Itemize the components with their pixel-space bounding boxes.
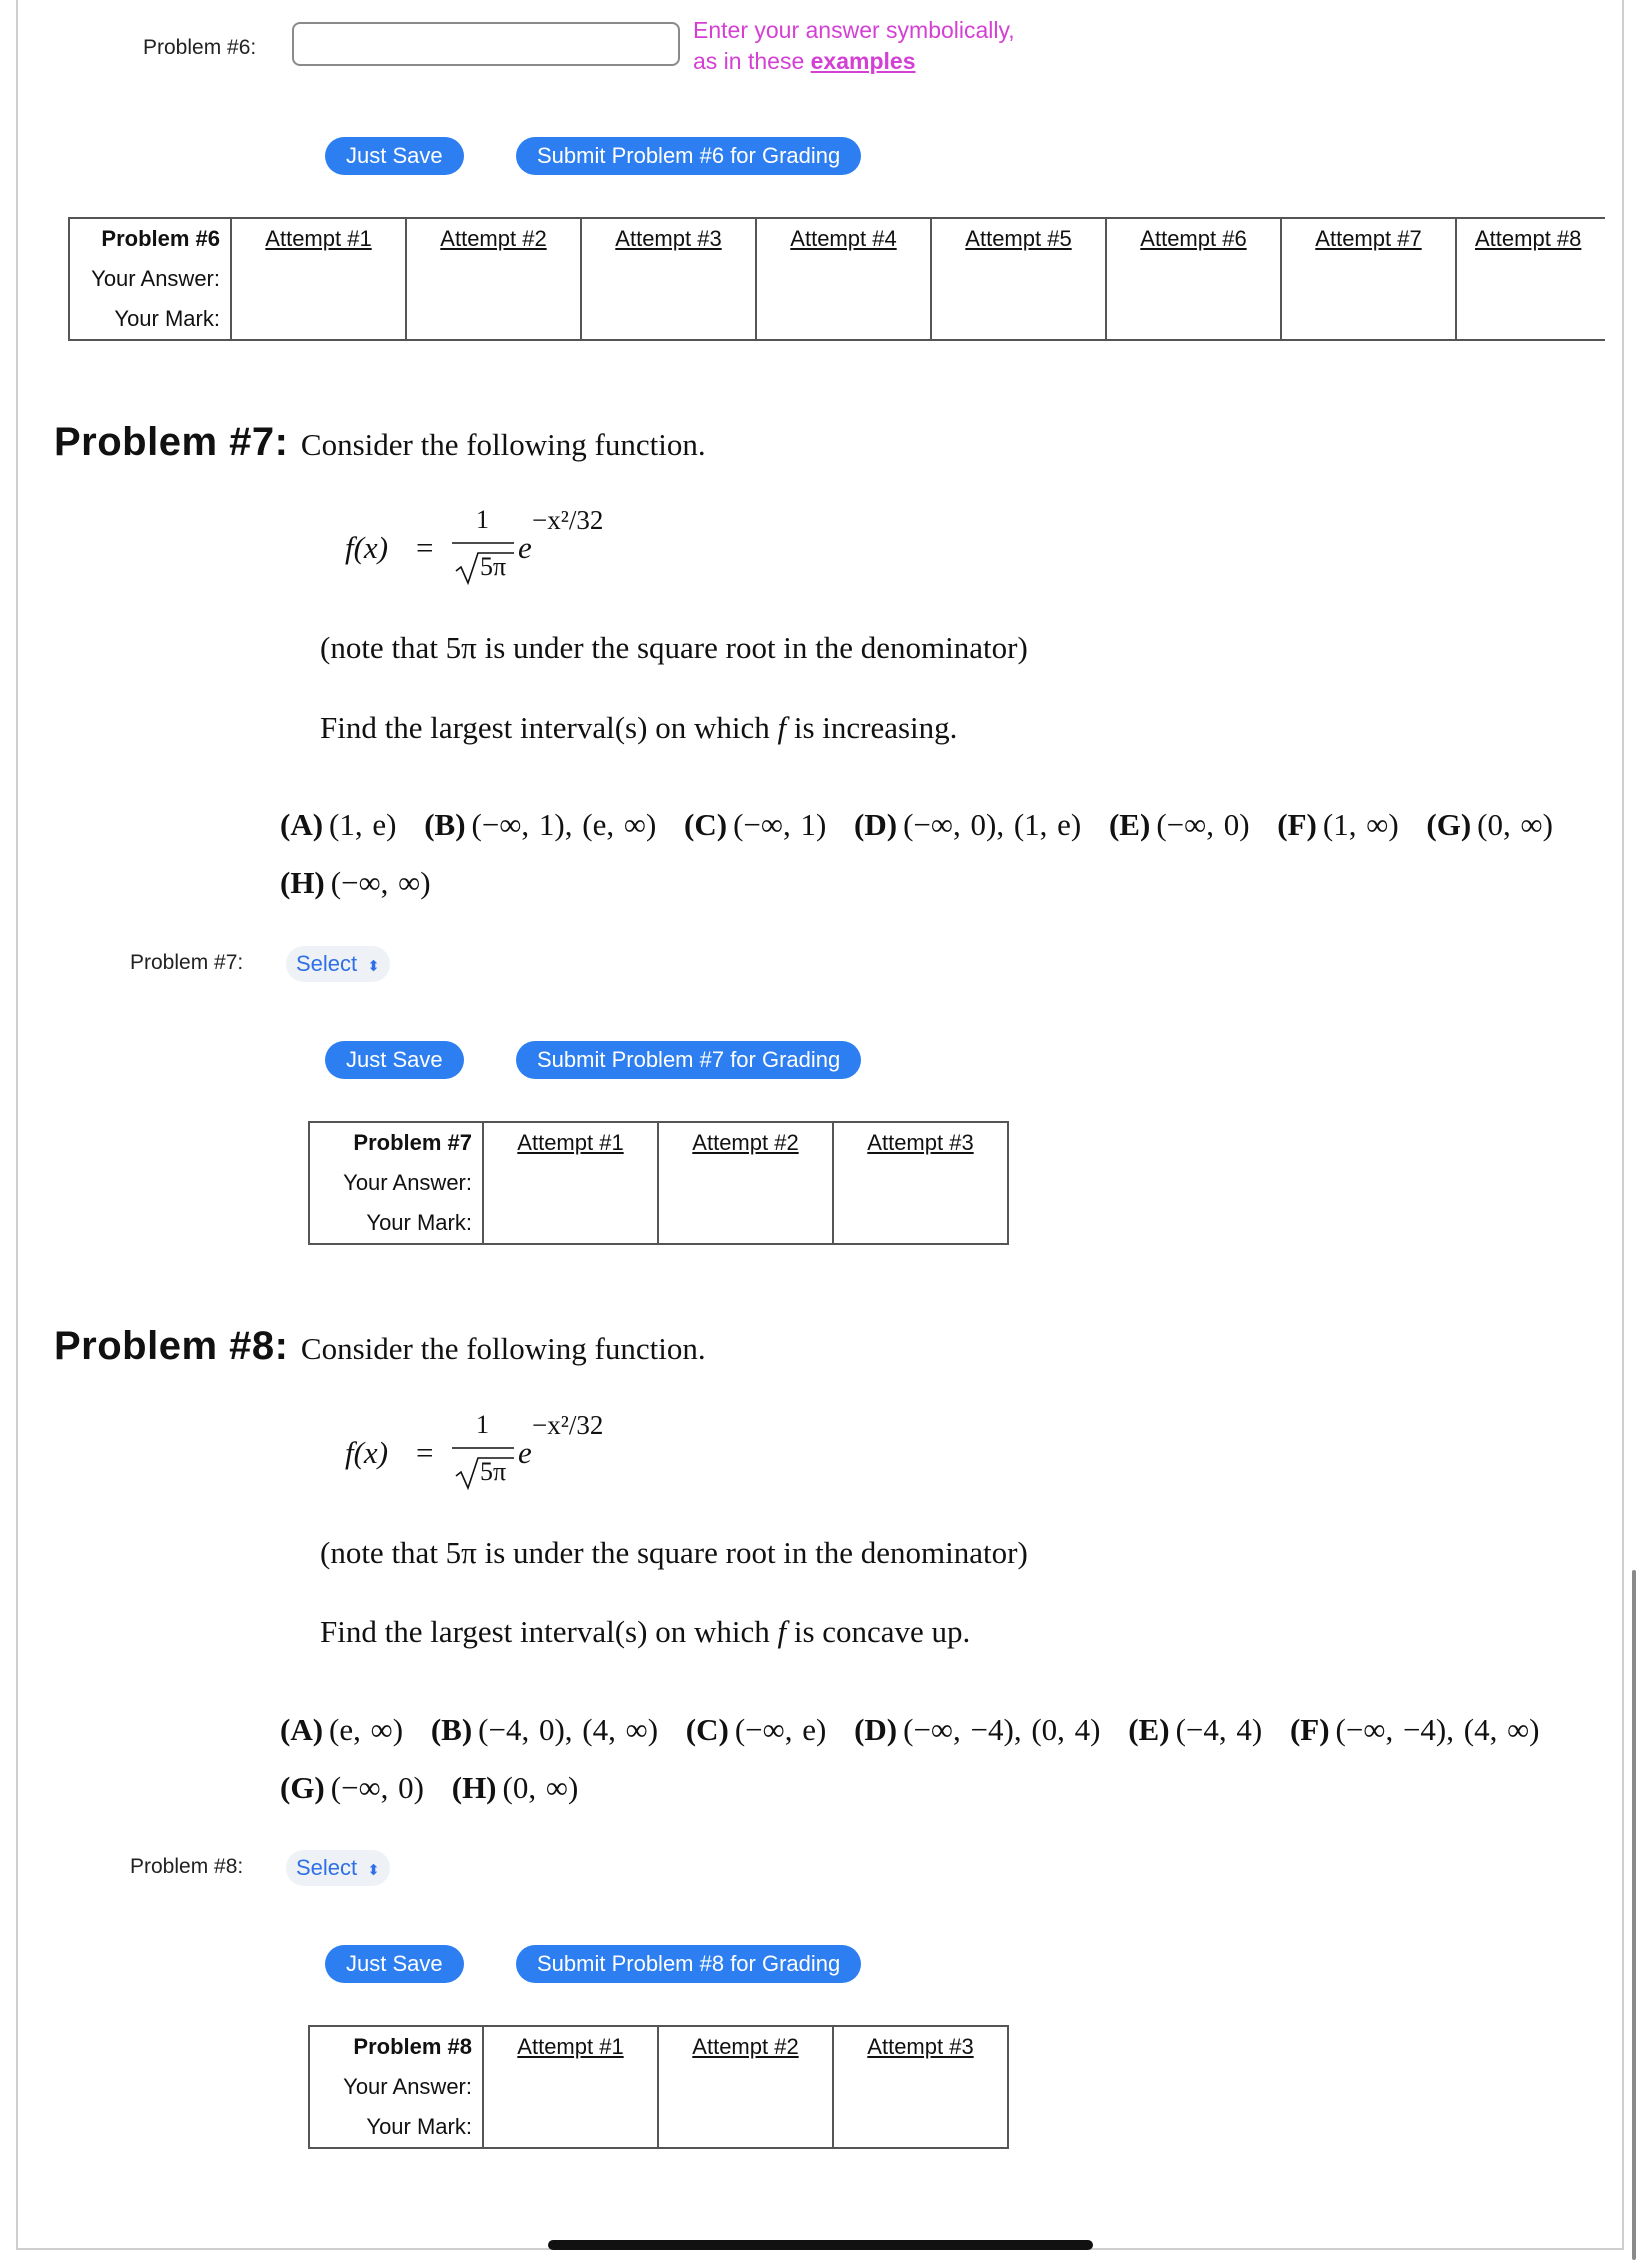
problem-7-label: Problem #7:: [130, 951, 244, 974]
attempt-link[interactable]: Attempt #8: [1456, 218, 1605, 259]
attempts-table-8: [308, 2025, 1009, 2149]
page-frame-left: [16, 0, 18, 2250]
problem-6-label: Problem #6:: [143, 36, 257, 59]
submit-button-6[interactable]: Submit Problem #6 for Grading: [516, 137, 861, 175]
home-indicator[interactable]: [548, 2240, 1093, 2250]
attempt-link[interactable]: Attempt #5: [931, 218, 1106, 259]
exp-base: e: [518, 530, 532, 565]
chevron-updown-icon: ⬍: [367, 1862, 380, 1879]
problem-question: [320, 1614, 970, 1650]
question-text: Find the largest interval(s) on which: [320, 1614, 770, 1649]
hint-text: as in these: [693, 48, 805, 74]
chevron-updown-icon: ⬍: [367, 958, 380, 975]
choice-d: (D) (−∞, 0), (1, e): [854, 807, 1082, 842]
your-answer-label: Your Answer:: [309, 2067, 483, 2107]
attempt-link[interactable]: Attempt #3: [833, 2026, 1008, 2067]
choice-h: (H) (−∞, ∞): [280, 865, 431, 900]
choice-b: (B) (−4, 0), (4, ∞): [430, 1712, 659, 1747]
just-save-button-7[interactable]: Just Save: [325, 1041, 464, 1079]
hint-line-2: [693, 46, 1015, 77]
your-answer-label: Your Answer:: [69, 259, 231, 299]
attempt-link[interactable]: Attempt #4: [756, 218, 931, 259]
function-lhs: f(x): [345, 530, 389, 565]
scrollbar[interactable]: [1632, 1570, 1636, 2260]
just-save-button-8[interactable]: Just Save: [325, 1945, 464, 1983]
attempt-link[interactable]: Attempt #2: [658, 2026, 833, 2067]
attempt-link[interactable]: Attempt #6: [1106, 218, 1281, 259]
attempts-table-7: [308, 1121, 1009, 1245]
choice-c: (C) (−∞, 1): [684, 807, 827, 842]
problem-7-select[interactable]: [286, 946, 390, 982]
choice-e: (E) (−4, 4): [1128, 1712, 1263, 1747]
choice-c: (C) (−∞, e): [685, 1712, 827, 1747]
problem-note: (note that 5π is under the square root in the denominator): [320, 1535, 1028, 1570]
choice-d: (D) (−∞, −4), (0, 4): [854, 1712, 1101, 1747]
question-text-end: is concave up.: [793, 1614, 971, 1649]
page-frame-right: [1622, 0, 1624, 2250]
select-value: Select: [296, 951, 358, 976]
attempt-link[interactable]: Attempt #2: [406, 218, 581, 259]
choices-line-2: [280, 865, 431, 901]
attempts-table-6: [68, 217, 1605, 341]
problem-8-select[interactable]: [286, 1850, 390, 1886]
choice-g: (G) (0, ∞): [1426, 807, 1553, 842]
choices-line-1: [280, 807, 1553, 843]
attempt-link[interactable]: Attempt #3: [833, 1122, 1008, 1163]
your-mark-label: Your Mark:: [309, 1203, 483, 1244]
exponent: −x²/32: [532, 1410, 604, 1440]
examples-link[interactable]: examples: [810, 48, 916, 74]
select-value: Select: [296, 1855, 358, 1880]
your-answer-label: Your Answer:: [309, 1163, 483, 1203]
table-header: Problem #6: [69, 218, 231, 259]
your-mark-label: Your Mark:: [69, 299, 231, 340]
numerator: 1: [476, 1410, 489, 1439]
exp-base: e: [518, 1435, 532, 1470]
function-formula: [340, 1410, 670, 1500]
question-text: Find the largest interval(s) on which: [320, 710, 770, 745]
attempt-link[interactable]: Attempt #1: [231, 218, 406, 259]
attempt-link[interactable]: Attempt #7: [1281, 218, 1456, 259]
problem-title: Problem #7:: [54, 420, 289, 464]
denominator: 5π: [480, 1457, 507, 1486]
choice-a: (A) (1, e): [280, 807, 397, 842]
problem-intro: Consider the following function.: [300, 1331, 706, 1366]
problem-title: Problem #8:: [54, 1324, 289, 1368]
denominator: 5π: [480, 552, 507, 581]
problem-note: (note that 5π is under the square root in the denominator): [320, 630, 1028, 665]
equals-sign: =: [416, 530, 434, 565]
choices-line-1: [280, 1712, 1540, 1748]
function-formula: [340, 505, 670, 595]
choice-h: (H) (0, ∞): [451, 1770, 579, 1805]
attempt-link[interactable]: Attempt #1: [483, 2026, 658, 2067]
numerator: 1: [476, 505, 489, 534]
answer-hint: [693, 15, 1015, 77]
choice-a: (A) (e, ∞): [280, 1712, 404, 1747]
problem-8-heading: [54, 1324, 706, 1369]
submit-button-8[interactable]: Submit Problem #8 for Grading: [516, 1945, 861, 1983]
choice-f: (F) (1, ∞): [1277, 807, 1399, 842]
equals-sign: =: [416, 1435, 434, 1470]
submit-button-7[interactable]: Submit Problem #7 for Grading: [516, 1041, 861, 1079]
question-var: f: [777, 710, 787, 745]
choice-f: (F) (−∞, −4), (4, ∞): [1289, 1712, 1540, 1747]
problem-8-label: Problem #8:: [130, 1855, 244, 1878]
choice-e: (E) (−∞, 0): [1108, 807, 1250, 842]
problem-6-answer-input[interactable]: [292, 22, 680, 66]
function-lhs: f(x): [345, 1435, 389, 1470]
attempt-link[interactable]: Attempt #2: [658, 1122, 833, 1163]
choices-line-2: [280, 1770, 578, 1806]
table-header: Problem #7: [309, 1122, 483, 1163]
attempt-link[interactable]: Attempt #3: [581, 218, 756, 259]
exponent: −x²/32: [532, 505, 604, 535]
just-save-button-6[interactable]: Just Save: [325, 137, 464, 175]
question-var: f: [777, 1614, 787, 1649]
choice-g: (G) (−∞, 0): [280, 1770, 424, 1805]
problem-question: [320, 710, 957, 746]
your-mark-label: Your Mark:: [309, 2107, 483, 2148]
question-text-end: is increasing.: [793, 710, 958, 745]
problem-intro: Consider the following function.: [300, 427, 706, 462]
choice-b: (B) (−∞, 1), (e, ∞): [424, 807, 657, 842]
table-header: Problem #8: [309, 2026, 483, 2067]
attempt-link[interactable]: Attempt #1: [483, 1122, 658, 1163]
hint-line-1: Enter your answer symbolically,: [693, 17, 1015, 43]
problem-7-heading: [54, 420, 706, 465]
